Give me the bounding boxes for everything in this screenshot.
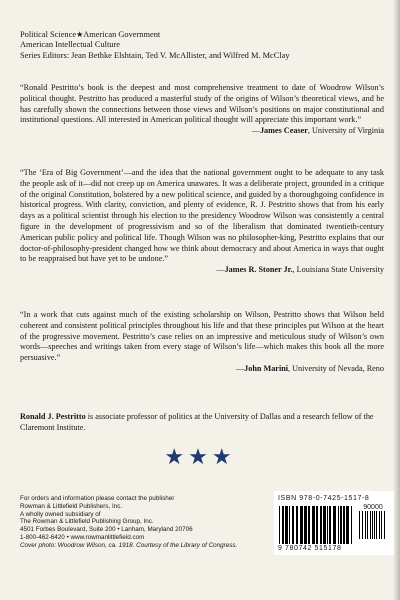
barcode-bar bbox=[343, 506, 345, 544]
review-blurb bbox=[20, 168, 384, 276]
barcode-bar bbox=[292, 506, 294, 544]
subject-american-government: American Government bbox=[83, 30, 161, 39]
barcode-bar bbox=[346, 506, 349, 544]
reviewer-name: James Ceaser bbox=[259, 126, 308, 136]
price-barcode-icon bbox=[358, 511, 388, 539]
publisher-line: 1-800-462-6420 • www.rowmanlittlefield.com bbox=[20, 533, 145, 541]
blurb-attribution bbox=[20, 364, 384, 375]
barcode-bar bbox=[372, 511, 373, 539]
reviewer-name: James R. Stoner Jr. bbox=[224, 265, 293, 275]
barcode-bar bbox=[304, 506, 307, 544]
reviewer-affiliation: , Louisiana State University bbox=[292, 265, 384, 275]
barcode-bar bbox=[282, 506, 284, 544]
barcode-bar bbox=[323, 506, 326, 544]
barcode-bar bbox=[340, 506, 342, 544]
category-header bbox=[20, 30, 290, 61]
barcode-bar bbox=[370, 511, 371, 539]
barcode-bar bbox=[329, 506, 331, 544]
author-bio bbox=[20, 412, 384, 434]
barcode-bar bbox=[300, 506, 303, 544]
review-blurb bbox=[20, 310, 384, 375]
publisher-line: The Rowman & Littlefield Publishing Group, Inc. bbox=[20, 518, 154, 526]
barcode-bar bbox=[333, 506, 336, 544]
barcode-bar bbox=[279, 506, 280, 544]
publisher-line: 4501 Forbes Boulevard, Suite 200 • Lanham, Maryland 20706 bbox=[20, 526, 193, 534]
publisher-line: For orders and information please contact the publisher bbox=[20, 495, 175, 502]
barcode-bar bbox=[359, 511, 360, 539]
barcode-bar bbox=[289, 506, 290, 544]
series-editors: Series Editors: Jean Bethke Elshtain, Ted V. McAllister, and Wilfred M. McClay bbox=[20, 50, 290, 60]
page-edge bbox=[393, 0, 400, 600]
reviewer-affiliation: , University of Virginia bbox=[307, 126, 384, 136]
ean-number: 9 780742 515178 bbox=[278, 545, 342, 552]
barcode-bar bbox=[379, 511, 380, 539]
price-barcode-group bbox=[358, 504, 388, 544]
author-bio-text: is associate professor of politics at the University of Dallas and a research fellow of the Claremont Institute. bbox=[20, 412, 374, 432]
blurb-quote: “The ‘Era of Big Government’—and the idea that the national government ought to be adequate to any task the people ask of it—did not creep up on America unawares. It was a deliberate project, grounded in a critique of the original Constitution, bolstered by a new political science, and guided by a thoroughgoing confidence in historical progress. With clarity, conviction, and plenty of evidence, R. J. Pestritto shows that from his early days as a political scientist through his election to the presidency Woodrow Wilson was consistently a central figure in the development of progressivism and so of the liberalism that dominated twentieth-century American public policy and political life. Though Wilson was no philosopher-king, Pestritto explains that our doctor-of-philosophy-president changed how we think about democracy and about America in ways that ought to be reappraised but have yet to be undone.” bbox=[20, 168, 384, 264]
publisher-info bbox=[20, 495, 237, 550]
barcode-bar bbox=[320, 506, 322, 544]
subject-line bbox=[20, 30, 290, 40]
barcode-bar bbox=[381, 511, 382, 539]
price-code: 90000 bbox=[363, 504, 383, 511]
barcode-bar bbox=[384, 511, 385, 539]
publisher-line: Rowman & Littlefield Publishers, Inc. bbox=[20, 502, 123, 510]
publisher-line: A wholly owned subsidiary of bbox=[20, 510, 101, 518]
barcode-bar bbox=[296, 506, 298, 544]
barcode-bar bbox=[367, 511, 368, 539]
blurb-attribution bbox=[20, 265, 384, 276]
barcode-block bbox=[274, 491, 394, 555]
star-separator-icon: ★ bbox=[76, 30, 84, 39]
barcode-bar bbox=[327, 506, 328, 544]
review-blurb bbox=[20, 83, 384, 137]
barcode-row bbox=[278, 504, 390, 544]
barcode-bar bbox=[308, 506, 310, 544]
barcode-bar bbox=[312, 506, 315, 544]
cover-photo-credit bbox=[20, 542, 237, 550]
barcode-bar bbox=[362, 511, 363, 539]
blurb-quote: “Ronald Pestritto’s book is the deepest and most comprehensive treatment to date of Woodrow Wilson’s political thought. Pestritto has produced a masterful study of the origins of Wilson’s theoretical views, and he has carefully shown the connections between those views and Wilson’s positions on major constitutional and institutional questions. All interested in American political thought will appreciate this important work.” bbox=[20, 83, 384, 125]
barcode-bar bbox=[351, 506, 352, 544]
attribution-dash: — bbox=[251, 126, 260, 136]
author-name: Ronald J. Pestritto bbox=[20, 412, 86, 421]
stars-ornament-icon: ★★★ bbox=[164, 444, 236, 469]
attribution-dash: — bbox=[216, 265, 225, 275]
reviewer-affiliation: , University of Nevada, Reno bbox=[288, 363, 384, 373]
barcode-bar bbox=[285, 506, 288, 544]
barcode-bar bbox=[365, 511, 366, 539]
subject-american-intellectual-culture: American Intellectual Culture bbox=[20, 40, 120, 50]
ean-barcode-icon bbox=[278, 506, 354, 544]
barcode-bar bbox=[376, 511, 377, 539]
barcode-bar bbox=[316, 506, 318, 544]
barcode-bar bbox=[374, 511, 375, 539]
subject-political-science: Political Science bbox=[20, 30, 77, 39]
blurb-quote: “In a work that cuts against much of the existing scholarship on Wilson, Pestritto shows that Wilson held coherent and consistent political principles throughout his life and that these principles put Wilson at the heart of the progressive movement. Pestritto’s case relies on an impressive and meticulous study of Wilson’s own words—speeches and writings taken from every stage of Wilson’s life—which makes this book all the more persuasive.” bbox=[20, 310, 384, 363]
cover-photo-credit-text: Cover photo: Woodrow Wilson, ca. 1918. Courtesy of the Library of Congress. bbox=[20, 541, 238, 549]
barcode-bar bbox=[338, 506, 339, 544]
isbn-number: ISBN 978-0-7425-1517-8 bbox=[278, 495, 370, 502]
blurb-attribution bbox=[20, 126, 384, 137]
reviewer-name: John Marini bbox=[244, 363, 289, 373]
attribution-dash: — bbox=[235, 363, 245, 373]
